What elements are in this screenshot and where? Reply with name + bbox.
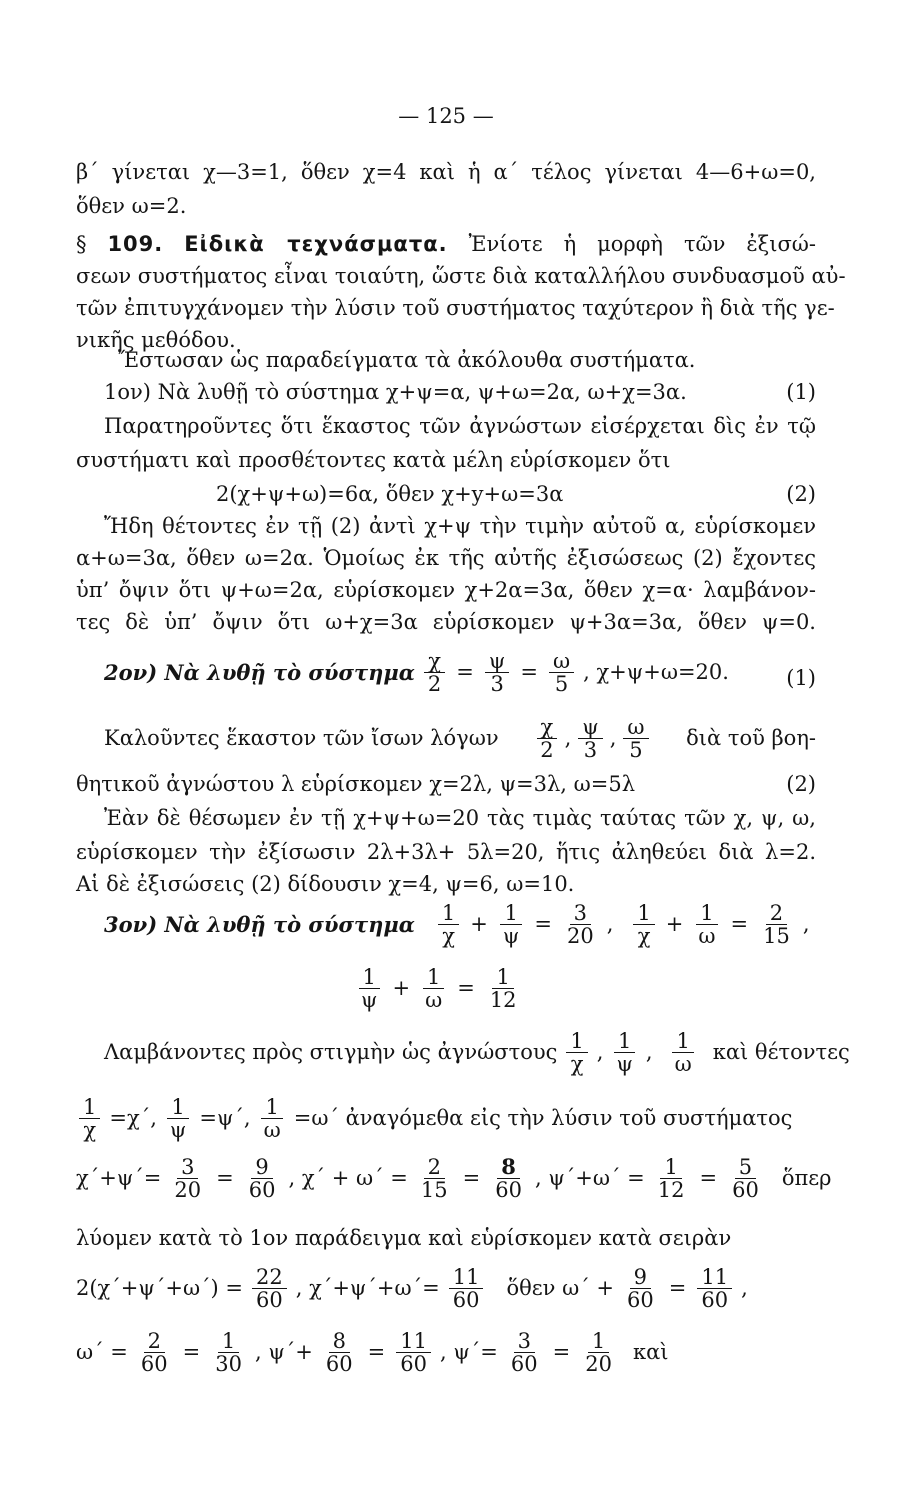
text-line: ὅθεν ω=2. bbox=[76, 194, 187, 218]
example-label: 2ον) Νὰ λυθῇ τὸ σύστημα bbox=[104, 659, 415, 685]
equation-tag: (1) bbox=[786, 666, 816, 690]
equation-tag: (2) bbox=[786, 772, 816, 796]
example-3-statement: 3ον) Νὰ λυθῇ τὸ σύστημα $\frac{1}{\chi}$ + $\frac{1}{\psi}$ = $\frac{3}{20}$ , $\frac{1}{\chi}$ + $\frac{1}{\omega}$ = $\frac{2}{15}$ , bbox=[104, 901, 810, 949]
text-line: Λαμβάνοντες πρὸς στιγμὴν ὡς ἀγνώστους $\frac{1}{\chi}$ , $\frac{1}{\psi}$ , $\frac{1}{\omega}$ καὶ θέτοντες bbox=[104, 1029, 850, 1077]
equation-line: ω΄ = $\frac{2}{60}$ = $\frac{1}{30}$ , ψ΄+ $\frac{8}{60}$ = $\frac{11}{60}$ , ψ΄= $\frac{3}{60}$ = $\frac{1}{20}$ καὶ bbox=[76, 1329, 669, 1377]
text-line: Καλοῦντες ἕκαστον τῶν ἴσων λόγων $\frac{\chi}{2}$ , $\frac{\psi}{3}$ , $\frac{\omega}{5}$ διὰ τοῦ βοη- bbox=[104, 715, 816, 763]
equation-line: χ΄+ψ΄= $\frac{3}{20}$ = $\frac{9}{60}$ , χ΄ + ω΄ = $\frac{2}{15}$ = $\frac{8}{60}$ , ψ΄+ω΄ = $\frac{1}{12}$ = $\frac{5}{60}$ ὅπερ bbox=[76, 1154, 832, 1203]
text-line: $\frac{1}{\chi}$ =χ΄, $\frac{1}{\psi}$ =ψ΄, $\frac{1}{\omega}$ =ω΄ ἀναγόμεθα εἰς τὴν λύσιν τοῦ συστήματος bbox=[76, 1096, 816, 1141]
text-line: Ἤδη θέτοντες ἐν τῇ (2) ἀντὶ χ+ψ τὴν τιμὴν αὐτοῦ α, εὑρίσκομεν bbox=[104, 514, 816, 538]
fraction: $\frac{\omega}{5}$ bbox=[623, 716, 648, 761]
text-line: εὑρίσκομεν τὴν ἐξίσωσιν 2λ+3λ+ 5λ=20, ἥτις ἀληθεύει διὰ λ=2. bbox=[76, 840, 816, 864]
text-segment: διὰ τοῦ βοη- bbox=[686, 725, 816, 750]
equation-tag: (1) bbox=[786, 380, 816, 404]
text-line: συστήματι καὶ προσθέτοντες κατὰ μέλη εὑρίσκομεν ὅτι bbox=[76, 448, 671, 472]
example-label: 3ον) Νὰ λυθῇ τὸ σύστημα bbox=[104, 911, 415, 937]
text-line: Ἐνίοτε ἡ μορφὴ τῶν ἐξισώ- bbox=[468, 232, 816, 256]
fraction: $\frac{\omega}{5}$ bbox=[549, 650, 574, 695]
page-number: — 125 — bbox=[398, 104, 494, 128]
text-line: α+ω=3α, ὅθεν ω=2α. Ὁμοίως ἐκ τῆς αὐτῆς ἐξισώσεως (2) ἔχοντες bbox=[76, 546, 816, 570]
equation-line: $\frac{1}{\psi}$ + $\frac{1}{\omega}$ = $\frac{1}{12}$ bbox=[354, 966, 524, 1011]
text-segment: Καλοῦντες ἕκαστον τῶν ἴσων λόγων bbox=[104, 725, 499, 750]
section-number: 109. bbox=[107, 232, 164, 256]
example-1-statement: 1ον) Νὰ λυθῇ τὸ σύστημα χ+ψ=α, ψ+ω=2α, ω+χ=3α. bbox=[104, 380, 687, 404]
equation-line: 2(χ΄+ψ΄+ω΄) = $\frac{22}{60}$ , χ΄+ψ΄+ω΄= $\frac{11}{60}$ ὅθεν ω΄ + $\frac{9}{60}$ = $\frac{11}{60}$ , bbox=[76, 1265, 748, 1313]
text-line: Ἐὰν δὲ θέσωμεν ἐν τῇ χ+ψ+ω=20 τὰς τιμὰς ταύτας τῶν χ, ψ, ω, bbox=[104, 806, 816, 830]
equation-text: , χ+ψ+ω=20. bbox=[583, 659, 729, 684]
fraction: $\frac{\psi}{3}$ bbox=[578, 716, 602, 761]
section-heading-line bbox=[76, 232, 816, 257]
fraction: $\frac{\chi}{2}$ bbox=[536, 716, 557, 761]
text-line: θητικοῦ ἀγνώστου λ εὑρίσκομεν χ=2λ, ψ=3λ, ω=5λ bbox=[76, 772, 636, 796]
text-line: Παρατηροῦντες ὅτι ἕκαστος τῶν ἀγνώστων εἰσέρχεται δὶς ἐν τῷ bbox=[104, 414, 816, 438]
text-line: νικῆς μεθόδου. bbox=[76, 328, 236, 352]
section-title: Εἰδικὰ τεχνάσματα. bbox=[184, 232, 448, 256]
text-line: β΄ γίνεται χ—3=1, ὅθεν χ=4 καὶ ἡ α΄ τέλος γίνεται 4—6+ω=0, bbox=[76, 160, 816, 184]
text-line: ὑπ’ ὄψιν ὅτι ψ+ω=2α, εὑρίσκομεν χ+2α=3α, ὅθεν χ=α· λαμβάνον- bbox=[76, 578, 816, 602]
equation-line: 2(χ+ψ+ω)=6α, ὅθεν χ+y+ω=3α bbox=[216, 482, 564, 506]
fraction: $\frac{\chi}{2}$ bbox=[424, 650, 445, 695]
text-line: Ἔστωσαν ὡς παραδείγματα τὰ ἀκόλουθα συστήματα. bbox=[118, 348, 696, 372]
text-line: λύομεν κατὰ τὸ 1ον παράδειγμα καὶ εὑρίσκομεν κατὰ σειρὰν bbox=[76, 1226, 732, 1250]
fraction: $\frac{\psi}{3}$ bbox=[485, 650, 509, 695]
equation-tag: (2) bbox=[786, 482, 816, 506]
text-line: τες δὲ ὑπ’ ὄψιν ὅτι ω+χ=3α εὑρίσκομεν ψ+3α=3α, ὅθεν ψ=0. bbox=[76, 610, 816, 634]
text-line: τῶν ἐπιτυγχάνομεν τὴν λύσιν τοῦ συστήματος ταχύτερον ἢ διὰ τῆς γε- bbox=[76, 296, 835, 320]
text-line: Αἱ δὲ ἐξισώσεις (2) δίδουσιν χ=4, ψ=6, ω=10. bbox=[76, 872, 575, 896]
example-2-statement: 2ον) Νὰ λυθῇ τὸ σύστημα $\frac{\chi}{2}$ = $\frac{\psi}{3}$ = $\frac{\omega}{5}$ , χ+ψ+ω=20. bbox=[104, 649, 729, 697]
section-mark: § bbox=[76, 232, 87, 256]
text-line: σεων συστήματος εἶναι τοιαύτη, ὥστε διὰ καταλλήλου συνδυασμοῦ αὐ- bbox=[76, 264, 846, 288]
